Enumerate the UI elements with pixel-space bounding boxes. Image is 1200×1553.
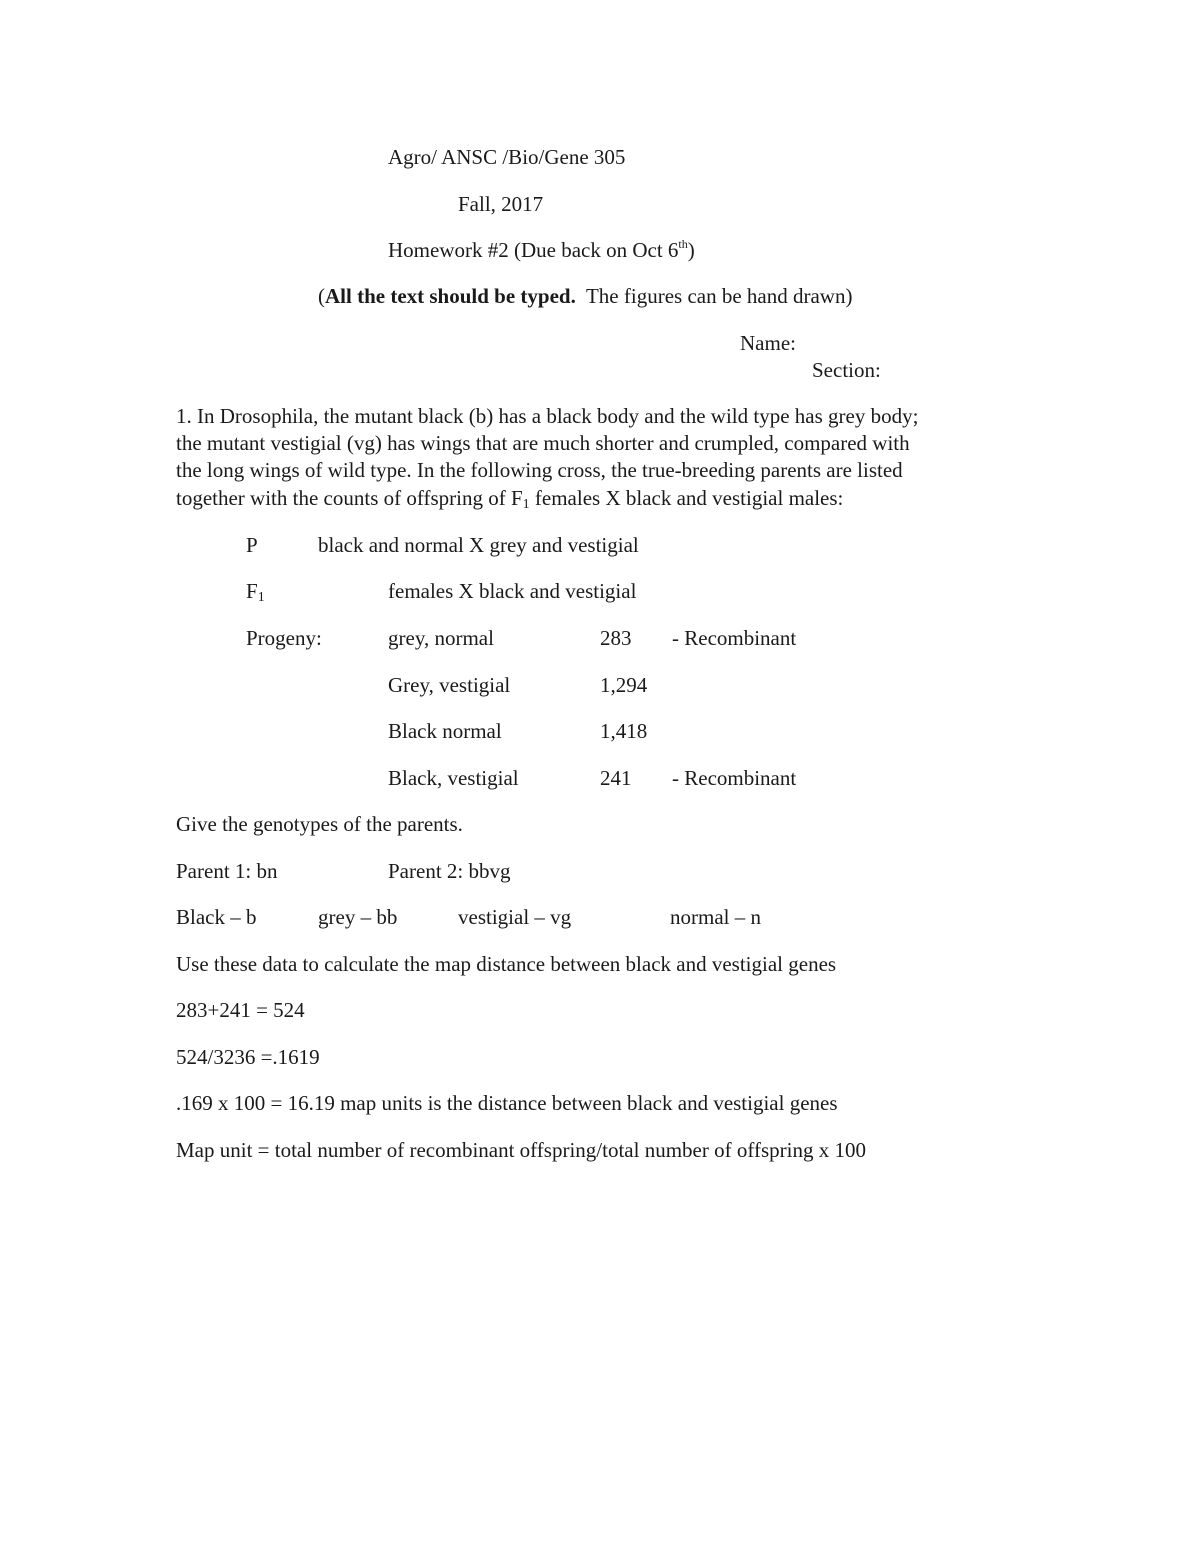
typing-note [318, 286, 852, 307]
allele-key-normal: normal – n [670, 905, 761, 929]
question1-line4-end: females X black and vestigial males: [529, 486, 844, 510]
progeny-note: - Recombinant [672, 626, 797, 650]
map-distance-prompt: Use these data to calculate the map distance between black and vestigial genes [176, 952, 837, 976]
homework-title-text: Homework #2 (Due back on Oct 6 [388, 238, 679, 262]
progeny-count: 1,418 [600, 719, 648, 743]
name-label: Name: [740, 331, 796, 355]
progeny-phenotype: Grey, vestigial [388, 673, 511, 697]
allele-key-grey: grey – bb [318, 905, 398, 929]
question1-line4-sub: 1 [522, 497, 530, 512]
f1-value: females X black and vestigial [388, 579, 637, 603]
f1-label-text: F [246, 579, 258, 603]
progeny-phenotype: Black, vestigial [388, 766, 519, 790]
allele-key-black: Black – b [176, 905, 257, 929]
parent2-genotype: Parent 2: bbvg [388, 859, 511, 883]
f1-label-sub: 1 [257, 590, 265, 605]
question1-line2: the mutant vestigial (vg) has wings that are much shorter and crumpled, compared with [176, 431, 910, 455]
parent1-genotype: Parent 1: bn [176, 859, 278, 883]
question1-line4 [176, 486, 844, 512]
genotype-prompt: Give the genotypes of the parents. [176, 812, 463, 836]
question1-line4-text: together with the counts of offspring of F [176, 486, 523, 510]
homework-title-sup: th [678, 237, 688, 251]
p-value: black and normal X grey and vestigial [318, 533, 639, 557]
calculation-result: .169 x 100 = 16.19 map units is the distance between black and vestigial genes [176, 1091, 838, 1115]
f1-label [246, 579, 265, 605]
p-label: P [246, 533, 258, 557]
progeny-count: 1,294 [600, 673, 648, 697]
typing-note-rest: The figures can be hand drawn) [575, 284, 853, 308]
map-unit-formula: Map unit = total number of recombinant offspring/total number of offspring x 100 [176, 1138, 866, 1162]
progeny-phenotype: grey, normal [388, 626, 494, 650]
question1-line3: the long wings of wild type. In the following cross, the true-breeding parents are listed [176, 458, 903, 482]
typing-note-open: ( [318, 284, 325, 308]
typing-note-bold: All the text should be typed. [325, 284, 576, 308]
progeny-label: Progeny: [246, 626, 322, 650]
course-title: Agro/ ANSC /Bio/Gene 305 [388, 145, 626, 169]
allele-key-vestigial: vestigial – vg [458, 905, 572, 929]
term: Fall, 2017 [458, 192, 544, 216]
section-label: Section: [812, 358, 881, 382]
homework-title [388, 237, 695, 262]
question1-line1: 1. In Drosophila, the mutant black (b) has a black body and the wild type has grey body; [176, 404, 919, 428]
calculation-ratio: 524/3236 =.1619 [176, 1045, 320, 1069]
progeny-phenotype: Black normal [388, 719, 502, 743]
calculation-sum: 283+241 = 524 [176, 998, 305, 1022]
homework-title-close: ) [687, 238, 695, 262]
progeny-note: - Recombinant [672, 766, 797, 790]
progeny-count: 283 [600, 626, 632, 650]
progeny-count: 241 [600, 766, 632, 790]
